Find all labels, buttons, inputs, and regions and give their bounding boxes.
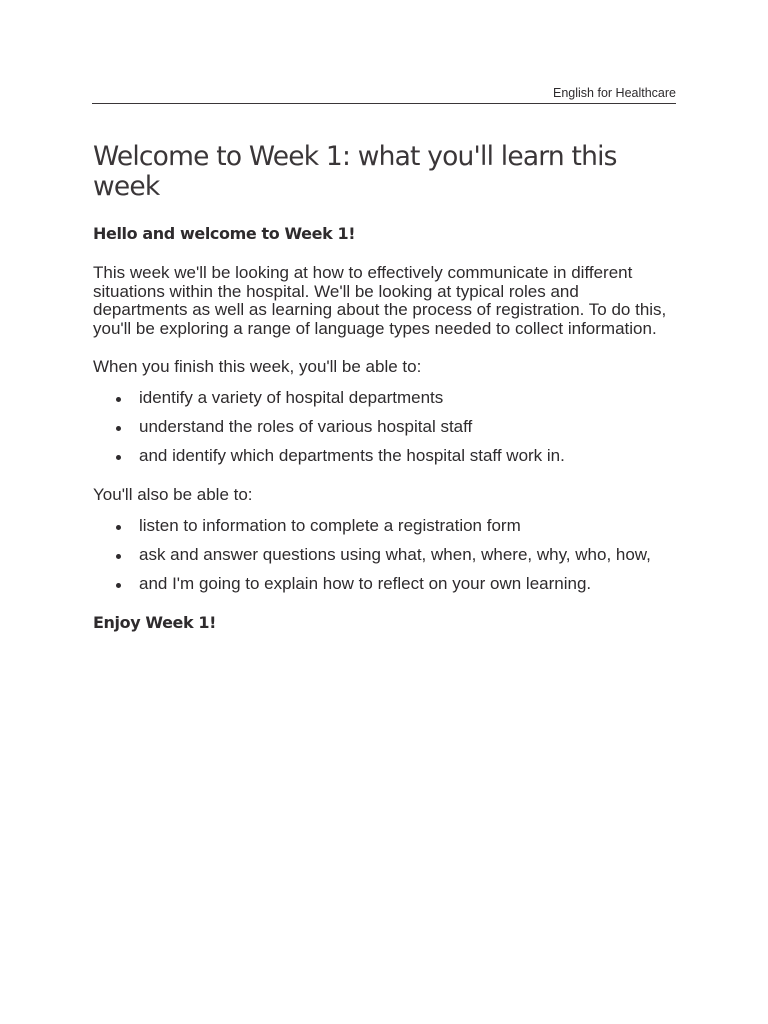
bullet-icon bbox=[116, 426, 121, 431]
more-outcomes-intro: You'll also be able to: bbox=[93, 485, 253, 504]
bullet-icon bbox=[116, 455, 121, 460]
closing-heading: Enjoy Week 1! bbox=[93, 613, 217, 632]
list-item-text: understand the roles of various hospital staff bbox=[139, 416, 473, 436]
list-item bbox=[93, 418, 677, 437]
list-item bbox=[93, 546, 677, 565]
greeting-heading: Hello and welcome to Week 1! bbox=[93, 224, 356, 243]
intro-paragraph: This week we'll be looking at how to effectively communicate in different situations within the hospital. We'll be looking at typical roles and departments as well as learning about the process of registration. To do this, you'll be exploring a range of language types needed to collect information. bbox=[93, 263, 667, 338]
outcomes-intro: When you finish this week, you'll be able to: bbox=[93, 357, 422, 376]
list-item-text: listen to information to complete a registration form bbox=[139, 515, 521, 535]
list-item-text: ask and answer questions using what, when, where, why, who, how, bbox=[139, 544, 651, 564]
list-item bbox=[93, 447, 677, 466]
list-item bbox=[93, 575, 677, 594]
list-item bbox=[93, 517, 677, 536]
bullet-icon bbox=[116, 583, 121, 588]
page-title: Welcome to Week 1: what you'll learn this week bbox=[93, 141, 617, 202]
main-content bbox=[93, 142, 677, 633]
bullet-icon bbox=[116, 397, 121, 402]
page-header bbox=[92, 85, 676, 104]
list-item-text: and identify which departments the hospital staff work in. bbox=[139, 445, 565, 465]
list-item bbox=[93, 389, 677, 408]
outcomes-list bbox=[93, 389, 677, 466]
list-item-text: identify a variety of hospital departments bbox=[139, 387, 444, 407]
bullet-icon bbox=[116, 525, 121, 530]
more-outcomes-list bbox=[93, 517, 677, 594]
bullet-icon bbox=[116, 554, 121, 559]
running-head: English for Healthcare bbox=[553, 86, 676, 100]
list-item-text: and I'm going to explain how to reflect on your own learning. bbox=[139, 573, 592, 593]
